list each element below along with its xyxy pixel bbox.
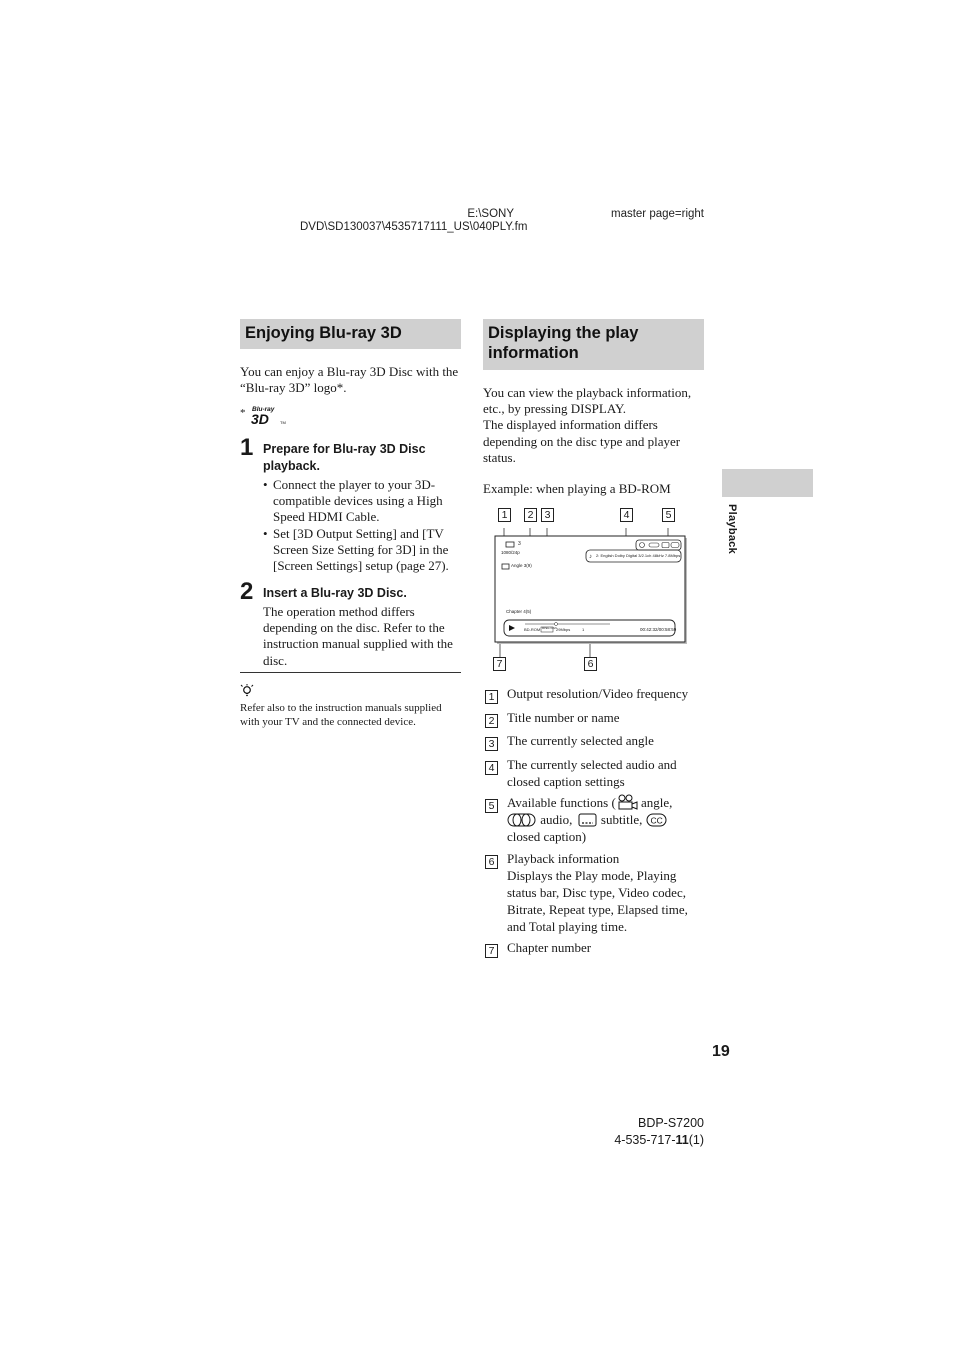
screen-codec: BD-ROM [524, 627, 541, 632]
list-item: 3 The currently selected angle [485, 732, 705, 751]
callout-3: 3 [541, 508, 554, 522]
screen-bitrate: 29Mbps [556, 627, 571, 632]
list-item: 4 The currently selected audio and closed caption settings [485, 756, 705, 790]
list-item: 2 Title number or name [485, 709, 705, 728]
list-item: 1 Output resolution/Video frequency [485, 685, 705, 704]
screen-diagram [490, 505, 705, 675]
bluray-3d-intro: You can enjoy a Blu-ray 3D Disc with the “Blu-ray 3D” logo*. [240, 364, 459, 396]
step-1-number: 1 [240, 434, 254, 461]
list-item: • Connect the player to your 3D-compatible devices using a High Speed HDMI Cable. [263, 477, 443, 525]
master-page-label: master page=right [610, 208, 704, 220]
list-item: 5 Available functions ( angle, audio, subtitle, CC closed caption) [485, 794, 705, 845]
callout-2: 2 [524, 508, 537, 522]
screen-audio: 2: English Dolby Digital 3/2.1ch 48kHz 7.8Mbps [596, 553, 681, 558]
audio-icon [507, 813, 537, 827]
file-path-line1: E:\SONY [467, 208, 514, 220]
list-item: 6 Playback information Displays the Play mode, Playing status bar, Disc type, Video codec, Bitrate, Repeat type, Elapsed time, and Total playing time. [485, 850, 705, 935]
divider [240, 672, 461, 673]
step-1-bullets [263, 477, 461, 574]
lightbulb-icon [240, 684, 254, 698]
closed-caption-icon [646, 813, 668, 827]
side-tab-label: Playback [726, 504, 738, 555]
section-title-bluray-3d: Enjoying Blu-ray 3D [240, 319, 461, 349]
model-number: BDP-S7200 [637, 1116, 704, 1130]
callout-5: 5 [662, 508, 675, 522]
svg-text:TM: TM [280, 420, 286, 425]
playback-screen-illustration [490, 505, 705, 675]
screen-title-number: 3 [518, 541, 521, 547]
play-info-intro: You can view the playback information, etc., by pressing DISPLAY. The displayed information differs depending on the disc type and player status. [483, 385, 692, 465]
angle-icon [616, 794, 638, 810]
callout-6: 6 [584, 657, 597, 671]
tip-text: Refer also to the instruction manuals supplied with your TV and the connected device. [240, 702, 442, 728]
screen-time: 00:42:32/00:58:59 [640, 627, 677, 632]
svg-text:CC: CC [650, 815, 663, 826]
section-title-play-information: Displaying the play information [483, 319, 704, 370]
callout-1: 1 [498, 508, 511, 522]
callout-4: 4 [620, 508, 633, 522]
screen-repeat: 1 [582, 627, 585, 632]
screen-resolution: 1080/24p [501, 550, 520, 555]
step-2-number: 2 [240, 578, 254, 605]
bluray-3d-logo [240, 405, 300, 427]
svg-text:♪: ♪ [589, 554, 592, 560]
svg-text:Blu-ray: Blu-ray [252, 406, 275, 413]
bluray-3d-logo-icon [249, 405, 299, 427]
screen-chapter: Chapter 4(5) [506, 609, 532, 614]
list-item: 7 Chapter number [485, 939, 705, 958]
side-tab-marker [722, 469, 813, 497]
subtitle-icon [576, 813, 598, 827]
step-2-text: The operation method differs depending on the disc. Refer to the instruction manual supplied with the disc. [263, 604, 453, 668]
play-info-list [485, 685, 705, 963]
screen-rate: MPEG-4 AVC [542, 627, 558, 630]
part-code: 4-535-717-11(1) [614, 1133, 704, 1147]
page-number: 19 [712, 1043, 730, 1060]
example-label: Example: when playing a BD-ROM [483, 481, 671, 496]
file-path-line2: DVD\SD130037\4535717111_US\040PLY.fm [300, 221, 528, 233]
step-2-title: Insert a Blu-ray 3D Disc. [263, 586, 407, 600]
list-item: • Set [3D Output Setting] and [TV Screen Size Setting for 3D] in the [Screen Settings] setup (page 27). [263, 525, 449, 574]
step-1-title: Prepare for Blu-ray 3D Disc playback. [263, 442, 426, 473]
screen-angle: Angle 3(9) [511, 563, 532, 568]
callout-7: 7 [493, 657, 506, 671]
svg-text:3D: 3D [251, 411, 269, 427]
logo-asterisk: * [240, 407, 246, 419]
